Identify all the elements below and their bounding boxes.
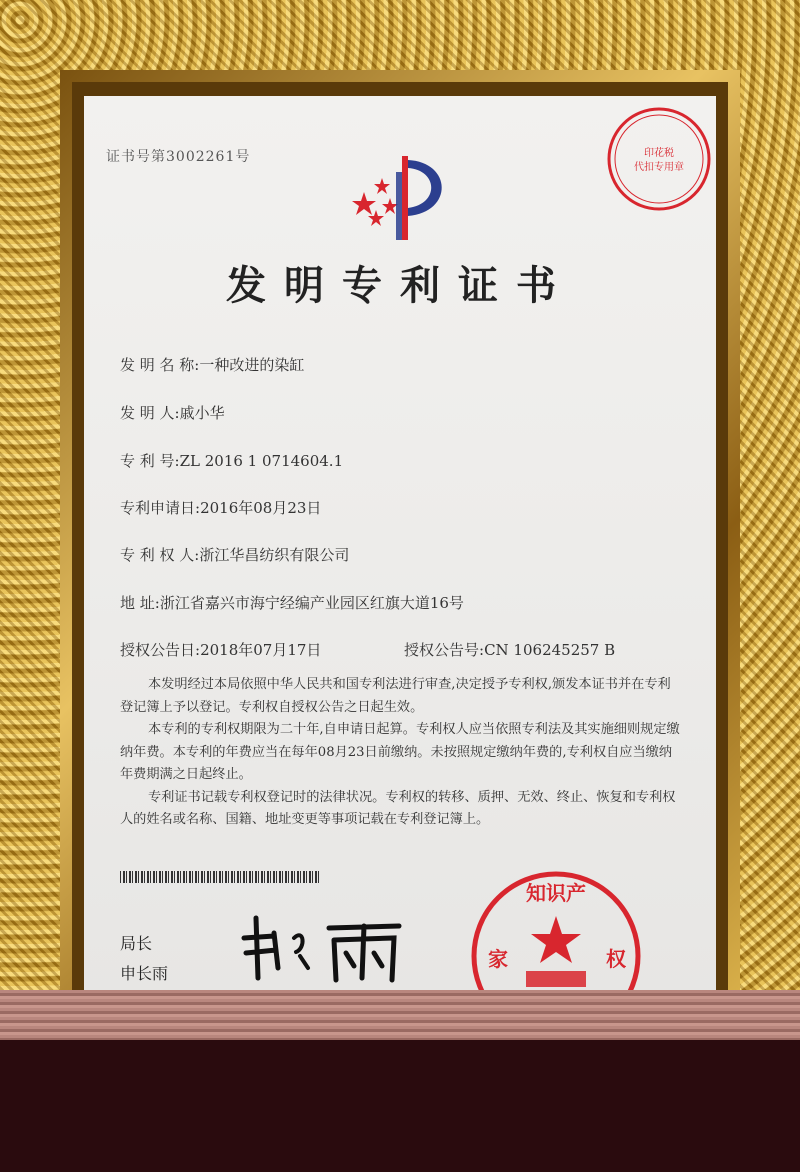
director-name: 申长雨 [120, 964, 169, 983]
filing-date-label: 专利申请日: [120, 499, 201, 517]
tax-seal [604, 104, 714, 214]
inventor-label: 发 明 人: [120, 404, 180, 422]
invention-name-value: 一种改进的染缸 [199, 356, 305, 374]
certificate-body [120, 674, 680, 832]
director-signature [234, 908, 414, 988]
office-seal [466, 866, 646, 1000]
patent-number-value: ZL 2016 1 0714604.1 [179, 452, 344, 470]
director-title: 局长 [120, 934, 153, 953]
certificate-paper [84, 96, 716, 1000]
svg-text:家: 家 [488, 947, 508, 971]
address-value: 浙江省嘉兴市海宁经编产业园区红旗大道16号 [159, 594, 464, 612]
patent-number-label: 专 利 号: [120, 452, 180, 470]
barcode [120, 871, 320, 883]
certificate-number: 证书号第3002261号 [106, 149, 251, 165]
grant-number-row [404, 639, 615, 660]
body-paragraph: 专利证书记载专利权登记时的法律状况。专利权的转移、质押、无效、终止、恢复和专利权人的姓名或名称、国籍、地址变更等事项记载在专利登记簿上。 [120, 789, 676, 827]
certificate-title: 发明专利证书 [226, 262, 574, 309]
body-paragraph: 本专利的专利权期限为二十年,自申请日起算。专利权人应当依照专利法及其实施细则规定缴纳年费。本专利的年费应当在每年08月23日前缴纳。未按照规定缴纳年费的,专利权自应当缴纳年费期满之日起终止。 [120, 722, 680, 782]
svg-text:知识产: 知识产 [526, 881, 586, 905]
filing-date-value: 2016年08月23日 [200, 499, 322, 517]
grant-number-label: 授权公告号: [404, 641, 485, 659]
patent-office-logo [342, 152, 462, 244]
filing-date-row [120, 497, 321, 518]
shelf-base [0, 1040, 800, 1172]
grant-date-row [120, 639, 321, 660]
patentee-row [120, 544, 349, 565]
grant-date-value: 2018年07月17日 [200, 641, 322, 659]
svg-text:印花税: 印花税 [644, 148, 674, 159]
grant-date-label: 授权公告日: [120, 641, 201, 659]
shelf-edge [0, 990, 800, 1040]
patentee-value: 浙江华昌纺织有限公司 [199, 546, 350, 564]
invention-name-label: 发 明 名 称: [120, 356, 200, 374]
grant-number-value: CN 106245257 B [484, 641, 616, 659]
inventor-value: 戚小华 [179, 404, 225, 422]
address-label: 地 址: [120, 594, 160, 612]
patentee-label: 专 利 权 人: [120, 546, 200, 564]
invention-name-row [120, 354, 304, 375]
patent-number-row [120, 450, 343, 471]
body-paragraph: 本发明经过本局依照中华人民共和国专利法进行审查,决定授予专利权,颁发本证书并在专利登记簿上予以登记。专利权自授权公告之日起生效。 [120, 677, 671, 715]
address-row [120, 592, 464, 613]
svg-text:代扣专用章: 代扣专用章 [634, 162, 684, 173]
inventor-row [120, 402, 225, 423]
svg-text:权: 权 [606, 947, 626, 971]
